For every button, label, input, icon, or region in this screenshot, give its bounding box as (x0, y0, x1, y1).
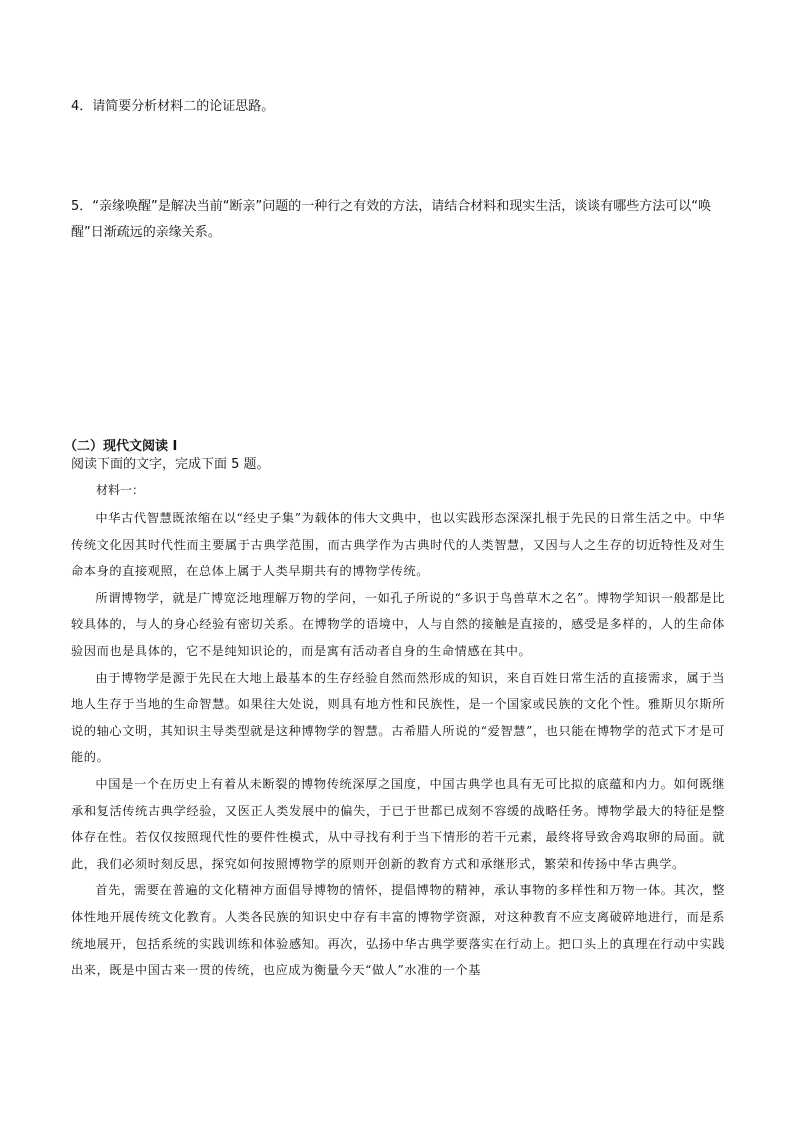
paragraph: 中国是一个在历史上有着从未断裂的博物传统深厚之国度，中国古典学也具有无可比拟的底蕴和内力。如何既继承和复活传统古典学经验，又医正人类发展中的偏失，于已于世都已成刻不容缓的战略任务。博物学最大的特征是整体存在性。若仅仅按照现代性的要件性模式，从中寻找有利于当下情形的若干元素，最终将导致舍鸡取卵的局面。就此，我们必须时刻反思，探究如何按照博物学的原则开创新的教育方式和承继形式，繁荣和传扬中华古典学。 (71, 776, 725, 871)
question-5: 5．“亲缘唤醒”是解决当前“断亲”问题的一种行之有效的方法，请结合材料和现实生活，谈谈有哪些方法可以“唤醒”日渐疏远的亲缘关系。 (71, 199, 711, 240)
question-4: 4．请简要分析材料二的论证思路。 (71, 99, 275, 114)
paragraph: 所谓博物学，就是广博宽泛地理解万物的学问，一如孔子所说的“多识于鸟兽草木之名”。博物学知识一般都是比较具体的，与人的身心经验有密切关系。在博物学的语境中，人与自然的接触是直接的，感受是多样的，人的生命体验因而也是具体的，它不是纯知识论的，而是寓有活动者自身的生命情感在其中。 (71, 590, 725, 658)
section-title: （二）现代文阅读 I (64, 439, 178, 454)
paragraph: 首先，需要在普遍的文化精神方面倡导博物的情怀，提倡博物的精神，承认事物的多样性和万物一体。其次，整体性地开展传统文化教育。人类各民族的知识史中存有丰富的博物学资源，对这种教育不应支离破碎地进行，而是系统地展开，包括系统的实践训练和体验感知。再次，弘扬中华古典学要落实在行动上。把口头上的真理在行动中实践出来，既是中国古来一贯的传统，也应成为衡量今天“做人”水准的一个基 (71, 883, 725, 978)
material-body (71, 505, 725, 984)
paragraph: 中华古代智慧既浓缩在以“经史子集”为载体的伟大文典中，也以实践形态深深扎根于先民的日常生活之中。中华传统文化因其时代性而主要属于古典学范围，而古典学作为古典时代的人类智慧，又因与人之生存的切近特性及对生命本身的直接观照，在总体上属于人类早期共有的博物学传统。 (71, 511, 725, 579)
material-label: 材料一： (96, 483, 145, 497)
paragraph: 由于博物学是源于先民在大地上最基本的生存经验自然而然形成的知识，来自百姓日常生活的直接需求，属于当地人生存于当地的生命智慧。如果往大处说，则具有地方性和民族性，是一个国家或民族的文化个性。雅斯贝尔斯所说的轴心文明，其知识主导类型就是这种博物学的智慧。古希腊人所说的“爱智慧”，也只能在博物学的范式下才是可能的。 (71, 670, 725, 765)
reading-instruction: 阅读下面的文字，完成下面 5 题。 (71, 457, 270, 472)
